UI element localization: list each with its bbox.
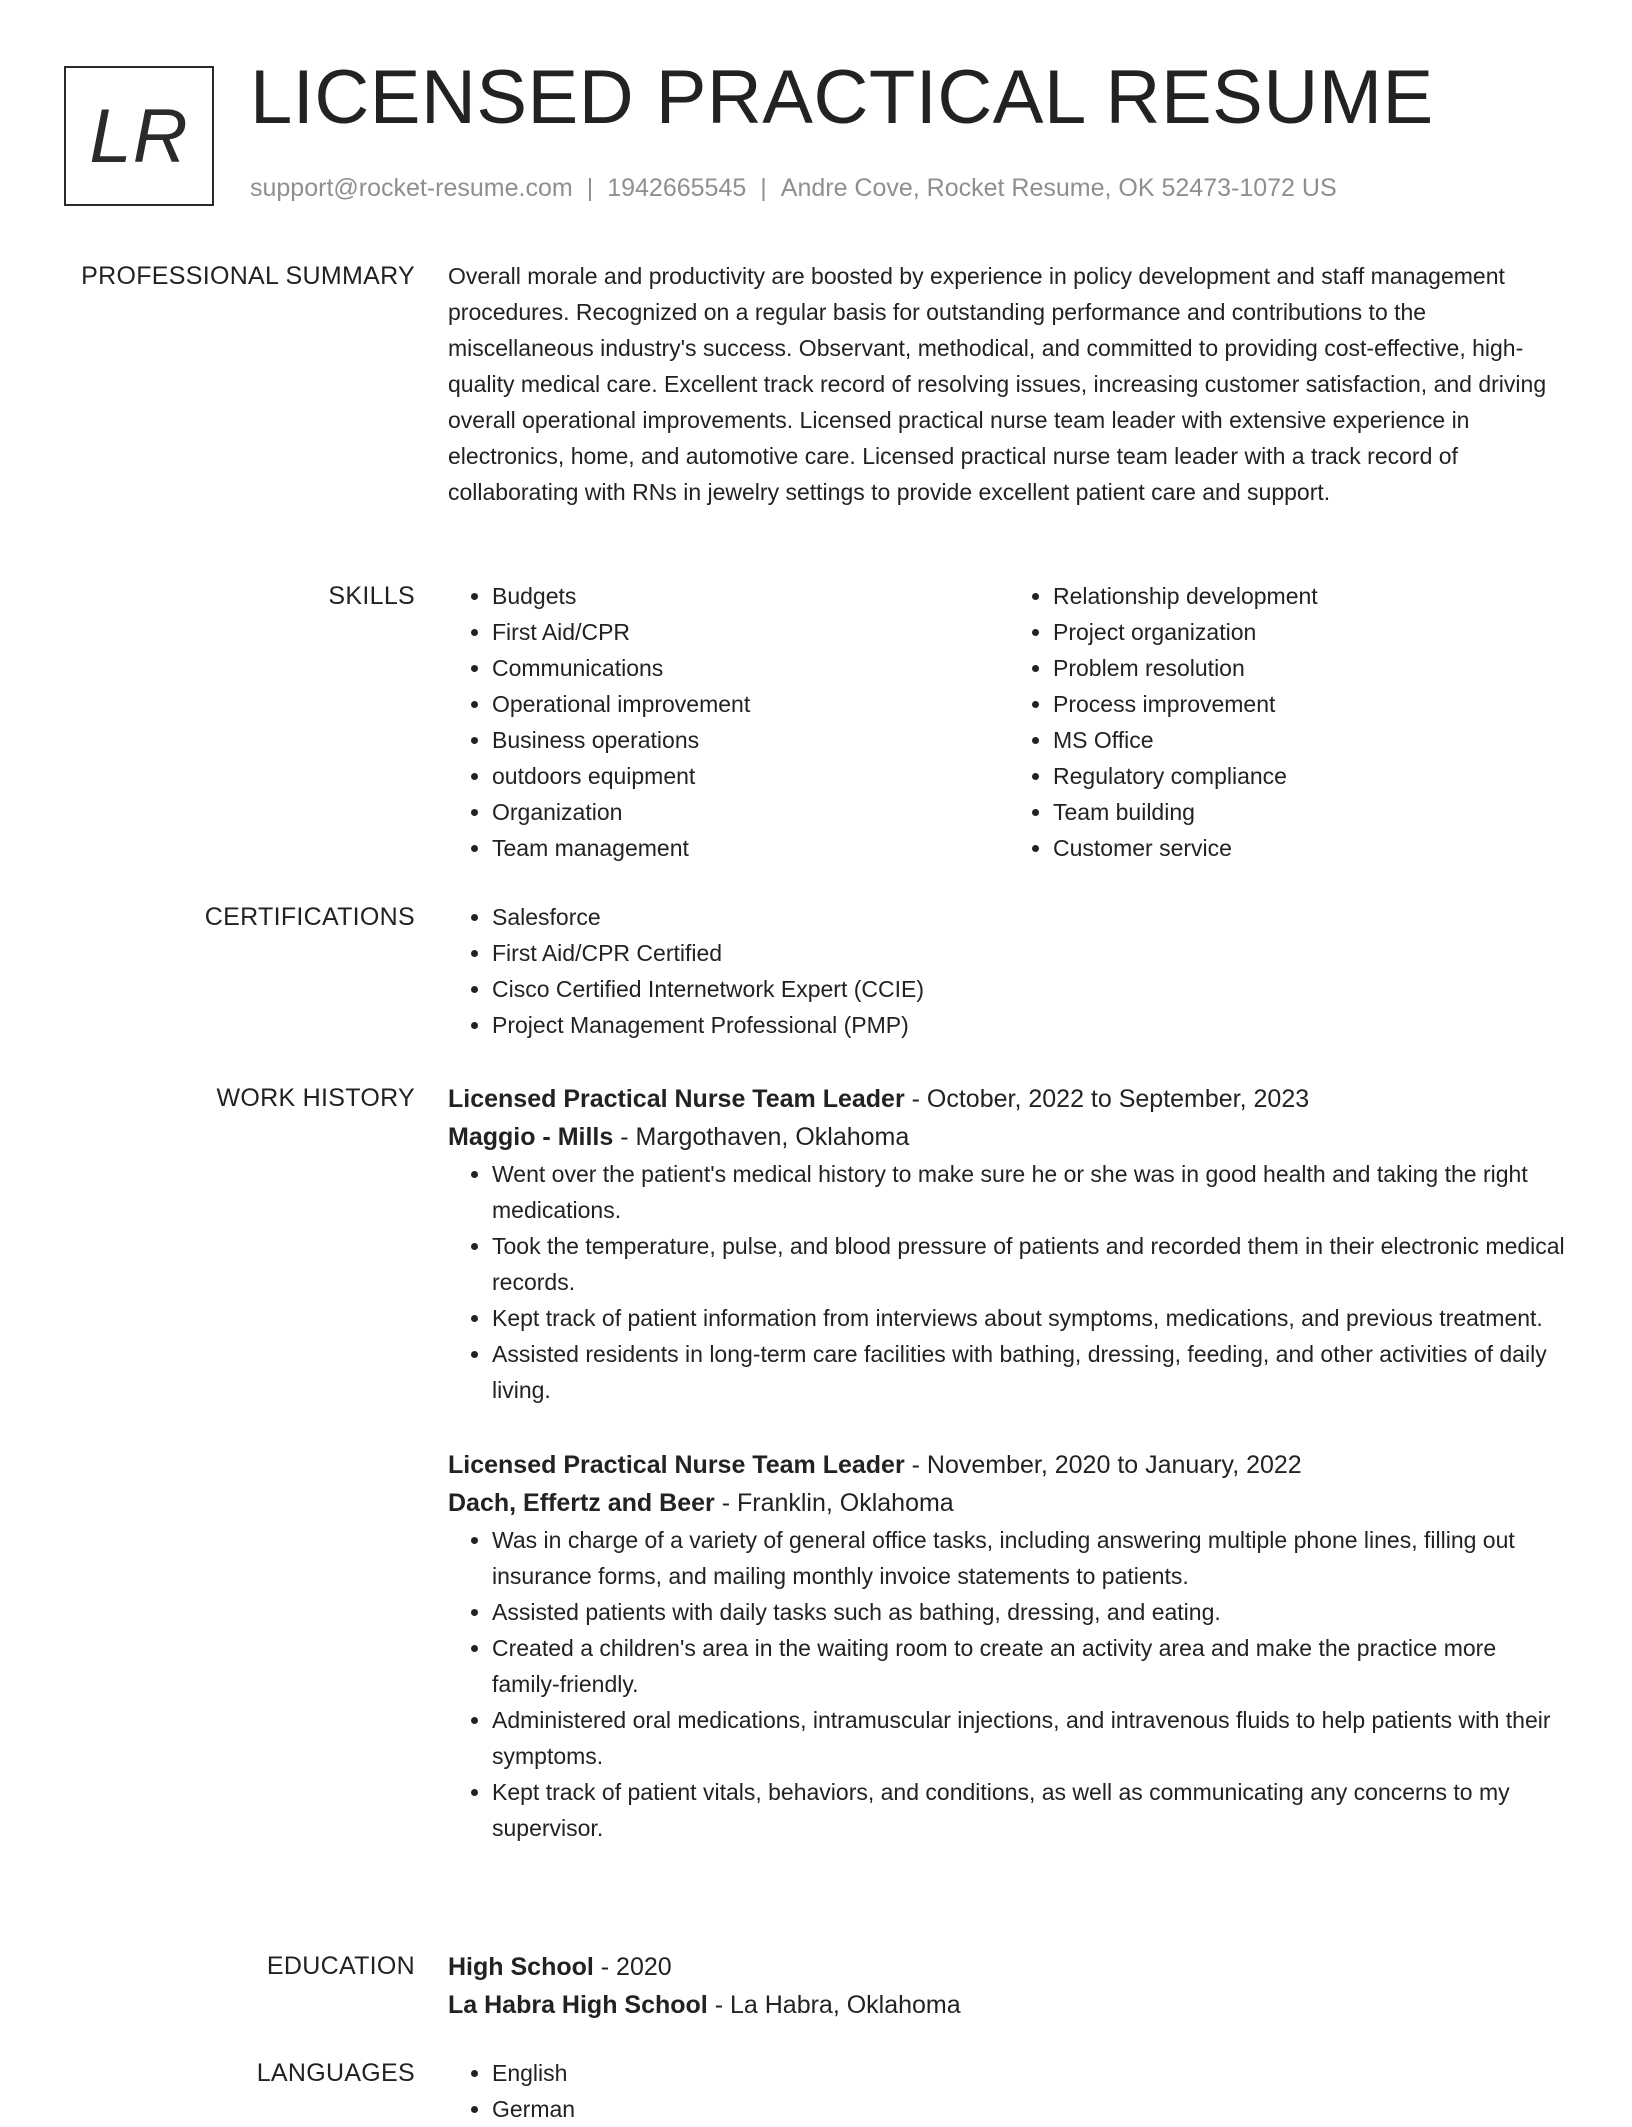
education-heading: EDUCATION	[266, 1952, 415, 1980]
job-company-line	[448, 1484, 1570, 1522]
contact-separator: |	[586, 174, 594, 202]
skills-list-left	[448, 578, 1009, 866]
job-duty: • Assisted residents in long-term care facilities with bathing, dressing, feeding, and other activities of daily living.	[492, 1336, 1570, 1408]
certification-item: • Salesforce	[492, 899, 1570, 935]
job-location: - Margothaven, Oklahoma	[613, 1123, 910, 1151]
skill-item: • Project organization	[1053, 614, 1570, 650]
job-company: Dach, Effertz and Beer	[448, 1489, 715, 1517]
languages-heading: LANGUAGES	[256, 2059, 415, 2087]
job-title-line	[448, 1446, 1570, 1484]
job-duty: • Created a children's area in the waiting room to create an activity area and make the practice more family-friendly.	[492, 1630, 1570, 1702]
monogram-logo: LR	[64, 66, 214, 206]
language-item: • German	[492, 2091, 1570, 2127]
contact-separator: |	[760, 174, 767, 202]
job-company: Maggio - Mills	[448, 1123, 614, 1151]
skill-item: • Relationship development	[1053, 578, 1570, 614]
job-duties-list	[448, 1156, 1570, 1408]
job-company-line	[448, 1118, 1570, 1156]
skill-item: • Business operations	[492, 722, 1009, 758]
skill-item: • Budgets	[492, 578, 1009, 614]
skill-item: • Process improvement	[1053, 686, 1570, 722]
job-duty: • Kept track of patient information from interviews about symptoms, medications, and previous treatment.	[492, 1300, 1570, 1336]
education-body	[448, 1948, 1570, 2024]
contact-address: Andre Cove, Rocket Resume, OK 52473-1072 US	[780, 174, 1337, 202]
job-title-line	[448, 1080, 1570, 1118]
work-history-body	[448, 1080, 1570, 1846]
job-spacer	[448, 1408, 1570, 1446]
job-dates: - October, 2022 to September, 2023	[904, 1085, 1310, 1113]
skill-item: • First Aid/CPR	[492, 614, 1009, 650]
contact-phone[interactable]: 1942665545	[607, 174, 747, 202]
skills-list-right	[1009, 578, 1570, 866]
contact-line	[250, 174, 1337, 203]
job-entry	[448, 1446, 1570, 1846]
job-dates: - November, 2020 to January, 2022	[904, 1451, 1302, 1479]
education-degree: High School	[448, 1953, 594, 1981]
certification-item: • Cisco Certified Internetwork Expert (CCIE)	[492, 971, 1570, 1007]
job-duty: • Took the temperature, pulse, and blood pressure of patients and recorded them in their electronic medical records.	[492, 1228, 1570, 1300]
job-duty: • Administered oral medications, intramuscular injections, and intravenous fluids to help patients with their symptoms.	[492, 1702, 1570, 1774]
language-item: • English	[492, 2055, 1570, 2091]
certification-item: • First Aid/CPR Certified	[492, 935, 1570, 971]
skill-item: • Team management	[492, 830, 1009, 866]
job-location: - Franklin, Oklahoma	[714, 1489, 954, 1517]
skill-item: • outdoors equipment	[492, 758, 1009, 794]
skills-heading: SKILLS	[328, 582, 415, 610]
job-duty: • Assisted patients with daily tasks such as bathing, dressing, and eating.	[492, 1594, 1570, 1630]
job-duties-list	[448, 1522, 1570, 1846]
contact-email[interactable]: support@rocket-resume.com	[250, 174, 573, 202]
work-history-heading: WORK HISTORY	[216, 1084, 415, 1112]
job-entry	[448, 1080, 1570, 1408]
skill-item: • Team building	[1053, 794, 1570, 830]
education-location: - La Habra, Oklahoma	[707, 1991, 961, 2019]
skill-item: • Communications	[492, 650, 1009, 686]
certifications-list	[448, 899, 1570, 1043]
skill-item: • Organization	[492, 794, 1009, 830]
education-year: - 2020	[593, 1953, 672, 1981]
skills-body	[448, 578, 1570, 866]
education-degree-line	[448, 1948, 1570, 1986]
languages-body	[448, 2055, 1570, 2127]
job-duty: • Went over the patient's medical history to make sure he or she was in good health and taking the right medications.	[492, 1156, 1570, 1228]
job-title: Licensed Practical Nurse Team Leader	[448, 1451, 905, 1479]
skill-item: • MS Office	[1053, 722, 1570, 758]
page-title: LICENSED PRACTICAL RESUME	[250, 55, 1434, 140]
certifications-body	[448, 899, 1570, 1043]
skill-item: • Operational improvement	[492, 686, 1009, 722]
education-school: La Habra High School	[448, 1991, 708, 2019]
job-title: Licensed Practical Nurse Team Leader	[448, 1085, 905, 1113]
summary-heading: PROFESSIONAL SUMMARY	[81, 262, 415, 290]
skill-item: • Problem resolution	[1053, 650, 1570, 686]
certification-item: • Project Management Professional (PMP)	[492, 1007, 1570, 1043]
summary-body	[448, 258, 1570, 510]
certifications-heading: CERTIFICATIONS	[204, 903, 415, 931]
languages-list	[448, 2055, 1570, 2127]
job-duty: • Was in charge of a variety of general office tasks, including answering multiple phone lines, filling out insurance forms, and mailing monthly invoice statements to patients.	[492, 1522, 1570, 1594]
education-school-line	[448, 1986, 1570, 2024]
skill-item: • Customer service	[1053, 830, 1570, 866]
job-duty: • Kept track of patient vitals, behaviors, and conditions, as well as communicating any concerns to my supervisor.	[492, 1774, 1570, 1846]
summary-text: Overall morale and productivity are boosted by experience in policy development and staff management procedures. Recognized on a regular basis for outstanding performance and contributions to the miscellaneous industry's success. Observant, methodical, and committed to providing cost-effective, high-quality medical care. Excellent track record of resolving issues, increasing customer satisfaction, and driving overall operational improvements. Licensed practical nurse team leader with extensive experience in electronics, home, and automotive care. Licensed practical nurse team leader with a track record of collaborating with RNs in jewelry settings to provide excellent patient care and support.	[448, 263, 1547, 505]
skill-item: • Regulatory compliance	[1053, 758, 1570, 794]
